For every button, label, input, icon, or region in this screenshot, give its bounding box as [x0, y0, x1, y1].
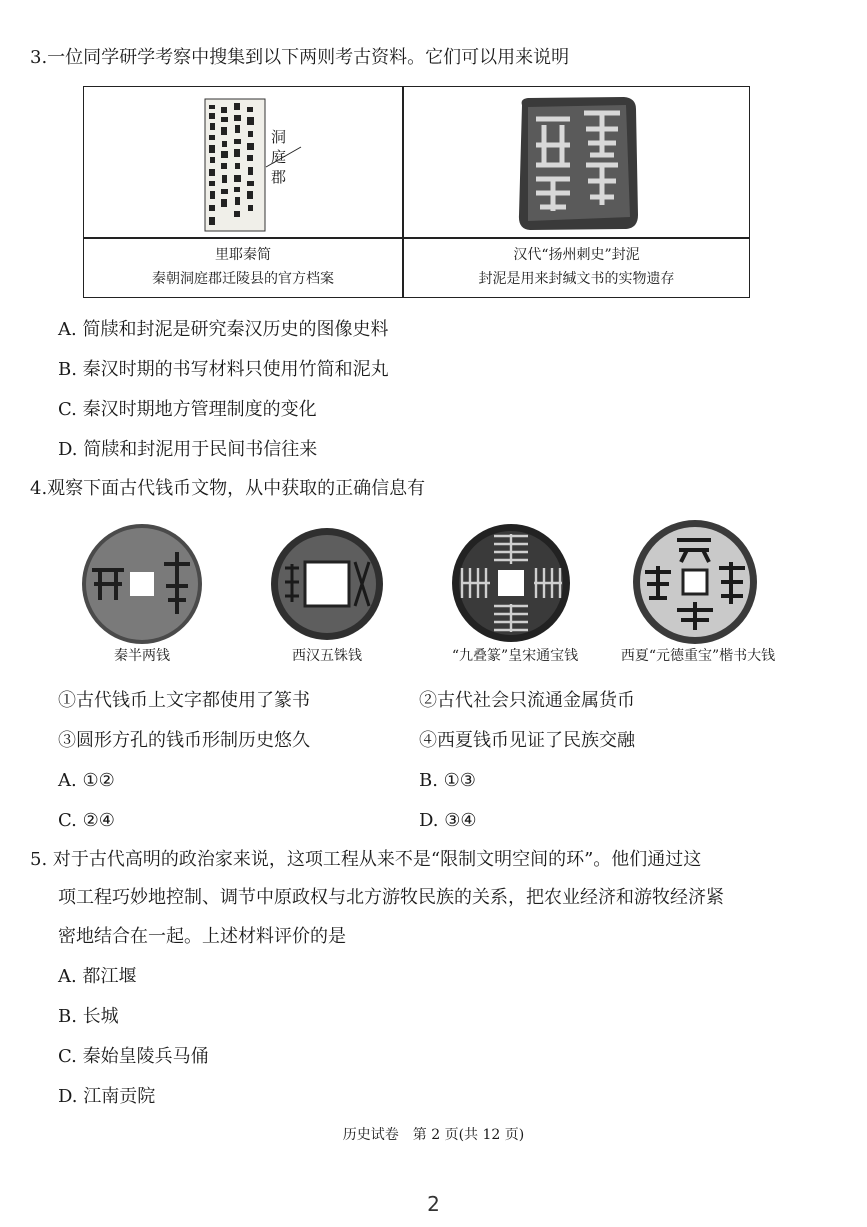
- coin-caption-2: 西汉五铢钱: [292, 648, 362, 664]
- page-footer: 历史试卷 第 2 页(共 12 页): [342, 1127, 525, 1143]
- q4-option-a[interactable]: A. ①②: [58, 770, 115, 791]
- page-number: 2: [427, 1192, 440, 1216]
- q4-statement-4: ④西夏钱币见证了民族交融: [419, 730, 635, 751]
- question-5-stem-line-3: 密地结合在一起。上述材料评价的是: [58, 926, 346, 947]
- left-caption: [84, 243, 402, 291]
- q4-option-b[interactable]: B. ①③: [419, 770, 476, 791]
- coin-huangsong-tongbao-image: [450, 522, 572, 644]
- q3-option-b[interactable]: B. 秦汉时期的书写材料只使用竹简和泥丸: [58, 359, 389, 380]
- q4-statement-1: ①古代钱币上文字都使用了篆书: [58, 690, 310, 711]
- q3-option-c[interactable]: C. 秦汉时期地方管理制度的变化: [58, 399, 317, 420]
- question-3-table: [83, 86, 750, 298]
- q5-option-d[interactable]: D. 江南贡院: [58, 1086, 156, 1107]
- q4-option-c[interactable]: C. ②④: [58, 810, 115, 831]
- q4-statement-3: ③圆形方孔的钱币形制历史悠久: [58, 730, 310, 751]
- liye-bamboo-slip-image: [189, 95, 339, 235]
- coin-caption-3: “九叠篆”皇宋通宝钱: [451, 648, 579, 664]
- q5-option-c[interactable]: C. 秦始皇陵兵马俑: [58, 1046, 209, 1067]
- q3-option-a[interactable]: A. 简牍和封泥是研究秦汉历史的图像史料: [58, 319, 389, 340]
- q4-statement-2: ②古代社会只流通金属货币: [419, 690, 635, 711]
- right-caption-title: 汉代“扬州刺史”封泥: [513, 247, 640, 263]
- q5-option-b[interactable]: B. 长城: [58, 1006, 119, 1027]
- coin-caption-1: 秦半两钱: [114, 648, 170, 664]
- left-caption-desc: 秦朝洞庭郡迁陵县的官方档案: [152, 271, 334, 287]
- question-3-stem: 3.一位同学研学考察中搜集到以下两则考古资料。它们可以用来说明: [30, 47, 570, 68]
- question-5-stem-line-1: 5. 对于古代高明的政治家来说，这项工程从来不是“限制文明空间的环”。他们通过这: [30, 849, 702, 870]
- q4-option-d[interactable]: D. ③④: [419, 810, 477, 831]
- table-divider-horizontal: [84, 237, 749, 239]
- slip-annotation-label: 洞庭郡: [271, 128, 287, 186]
- clay-seal-image: [514, 95, 640, 233]
- coin-qin-banliang-image: [80, 522, 204, 646]
- coin-caption-4: 西夏“元德重宝”楷书大钱: [620, 648, 776, 664]
- coin-western-xia-yuande-image: [631, 518, 759, 646]
- right-caption-desc: 封泥是用来封缄文书的实物遗存: [478, 271, 675, 287]
- question-4-stem: 4.观察下面古代钱币文物，从中获取的正确信息有: [30, 478, 426, 499]
- q3-option-d[interactable]: D. 简牍和封泥用于民间书信往来: [58, 439, 318, 460]
- question-5-stem-line-2: 项工程巧妙地控制、调节中原政权与北方游牧民族的关系，把农业经济和游牧经济紧: [58, 887, 724, 908]
- right-caption: [404, 243, 749, 291]
- coin-western-han-wuzhu-image: [269, 526, 385, 642]
- q5-option-a[interactable]: A. 都江堰: [58, 966, 137, 987]
- left-caption-title: 里耶秦简: [215, 247, 271, 263]
